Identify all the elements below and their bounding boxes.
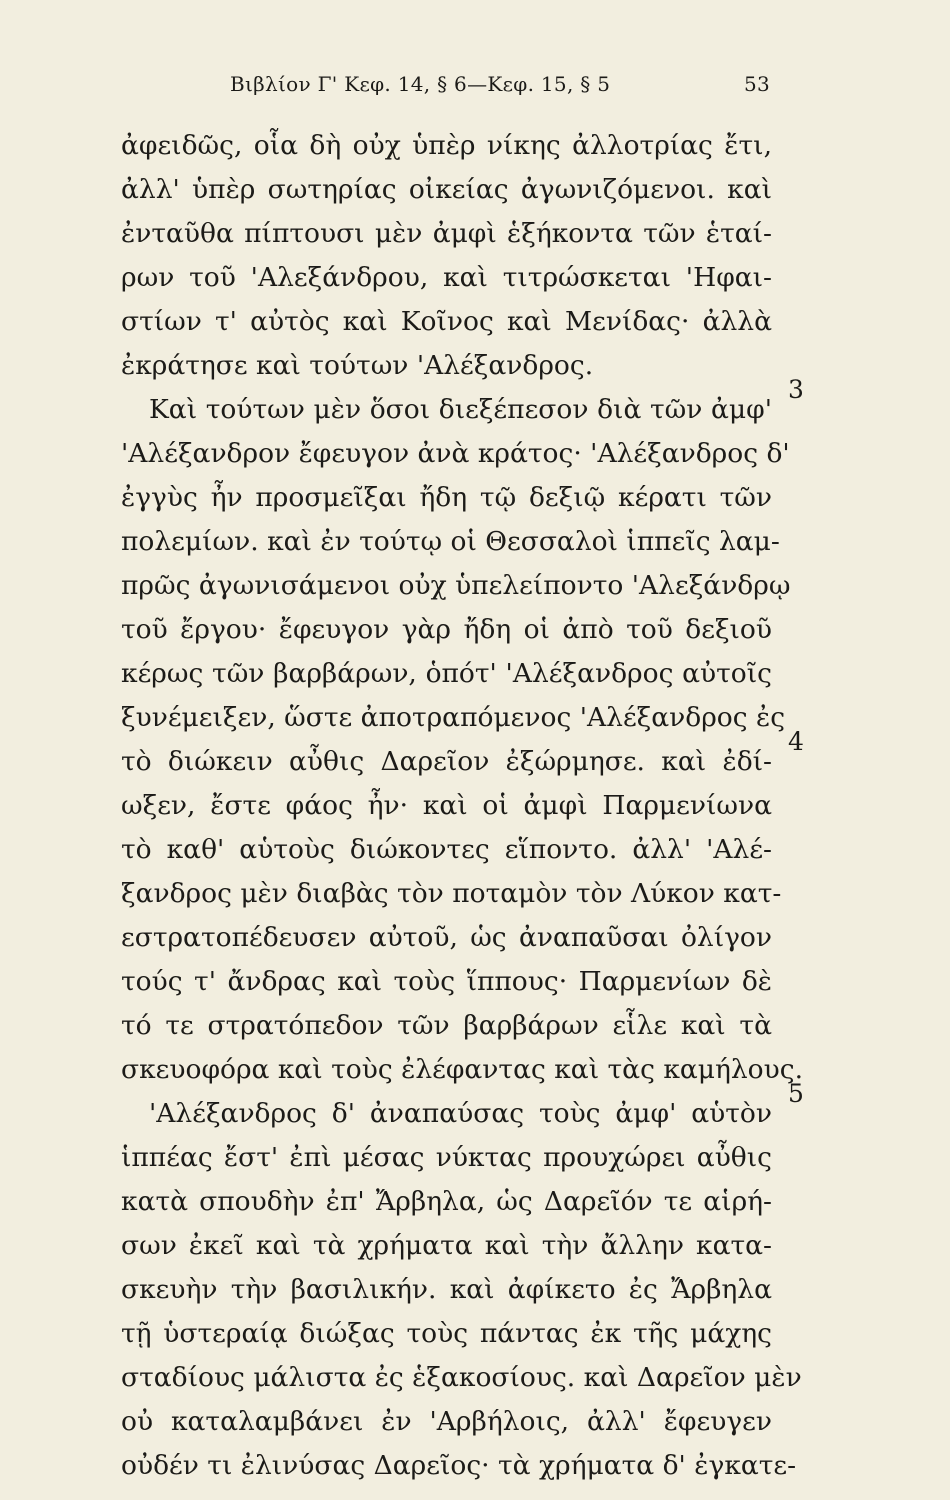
text-line: σταδίους μάλιστα ἐς ἑξακοσίους. καὶ Δαρεῖον μὲν [121, 1362, 802, 1393]
text-line: σκευὴν τὴν βασιλικήν. καὶ ἀφίκετο ἐς Ἄρβηλα [121, 1274, 772, 1305]
text-block [121, 124, 804, 1488]
running-head: Βιβλίον Γ' Κεφ. 14, § 6—Κεφ. 15, § 5 [230, 72, 611, 96]
text-line: ἐγγὺς ἦν προσμεῖξαι ἤδη τῷ δεξιῷ κέρατι τῶν [121, 482, 772, 513]
text-line: σων ἐκεῖ καὶ τὰ χρήματα καὶ τὴν ἄλλην κατα- [121, 1230, 772, 1261]
text-line: στίων τ' αὐτὸς καὶ Κοῖνος καὶ Μενίδας· ἀλλὰ [121, 306, 772, 337]
text-line: τὸ καθ' αὑτοὺς διώκοντες εἵποντο. ἀλλ' 'Αλέ- [121, 834, 772, 865]
text-line: πολεμίων. καὶ ἐν τούτῳ οἱ Θεσσαλοὶ ἱππεῖς λαμ- [121, 526, 780, 557]
text-line: 'Αλέξανδρος δ' ἀναπαύσας τοὺς ἀμφ' αὑτὸν [149, 1098, 772, 1129]
text-line: τοῦ ἔργου· ἔφευγον γὰρ ἤδη οἱ ἀπὸ τοῦ δεξιοῦ [121, 614, 772, 645]
text-line: ωξεν, ἔστε φάος ἦν· καὶ οἱ ἀμφὶ Παρμενίωνα [121, 790, 772, 821]
text-line: ἀλλ' ὑπὲρ σωτηρίας οἰκείας ἀγωνιζόμενοι. καὶ [121, 174, 772, 205]
text-line: 'Αλέξανδρον ἔφευγον ἀνὰ κράτος· 'Αλέξανδρος δ' [121, 438, 790, 469]
text-line: Καὶ τούτων μὲν ὅσοι διεξέπεσον διὰ τῶν ἀμφ' [149, 394, 772, 425]
text-line: οὐ καταλαμβάνει ἐν 'Αρβήλοις, ἀλλ' ἔφευγεν [121, 1406, 772, 1437]
text-line: ρων τοῦ 'Αλεξάνδρου, καὶ τιτρώσκεται 'Ηφαι- [121, 262, 772, 293]
text-line: ἐνταῦθα πίπτουσι μὲν ἀμφὶ ἑξήκοντα τῶν ἑταί- [121, 218, 772, 249]
text-line: τῇ ὑστεραίᾳ διώξας τοὺς πάντας ἐκ τῆς μάχης [121, 1318, 772, 1349]
page-number: 53 [743, 72, 770, 96]
text-line: τούς τ' ἄνδρας καὶ τοὺς ἵππους· Παρμενίων δὲ [121, 966, 772, 997]
text-line: ἐκράτησε καὶ τούτων 'Αλέξανδρος. [121, 350, 594, 381]
text-line: οὐδέν τι ἐλινύσας Δαρεῖος· τὰ χρήματα δ' ἐγκατε- [121, 1450, 797, 1481]
text-line: πρῶς ἀγωνισάμενοι οὐχ ὑπελείποντο 'Αλεξάνδρῳ [121, 570, 791, 601]
section-number: 3 [788, 375, 804, 404]
text-line: ξανδρος μὲν διαβὰς τὸν ποταμὸν τὸν Λύκον κατ- [121, 878, 782, 909]
text-line: εστρατοπέδευσεν αὐτοῦ, ὡς ἀναπαῦσαι ὀλίγον [121, 922, 772, 953]
text-line: κέρως τῶν βαρβάρων, ὁπότ' 'Αλέξανδρος αὐτοῖς [121, 658, 772, 689]
text-line: σκευοφόρα καὶ τοὺς ἐλέφαντας καὶ τὰς καμήλους. [121, 1054, 804, 1085]
text-line: ἀφειδῶς, οἷα δὴ οὐχ ὑπὲρ νίκης ἀλλοτρίας ἔτι, [121, 130, 772, 161]
text-line: τό τε στρατόπεδον τῶν βαρβάρων εἷλε καὶ τὰ [121, 1010, 772, 1041]
text-line: ἱππέας ἔστ' ἐπὶ μέσας νύκτας προυχώρει αὖθις [121, 1142, 772, 1173]
text-line: κατὰ σπουδὴν ἐπ' Ἄρβηλα, ὡς Δαρεῖόν τε αἱρή- [121, 1186, 772, 1217]
text-line: ξυνέμειξεν, ὥστε ἀποτραπόμενος 'Αλέξανδρος ἐς [121, 702, 786, 733]
section-number: 5 [788, 1079, 804, 1108]
section-number: 4 [788, 727, 804, 756]
text-line: τὸ διώκειν αὖθις Δαρεῖον ἐξώρμησε. καὶ ἐδί- [121, 746, 772, 777]
